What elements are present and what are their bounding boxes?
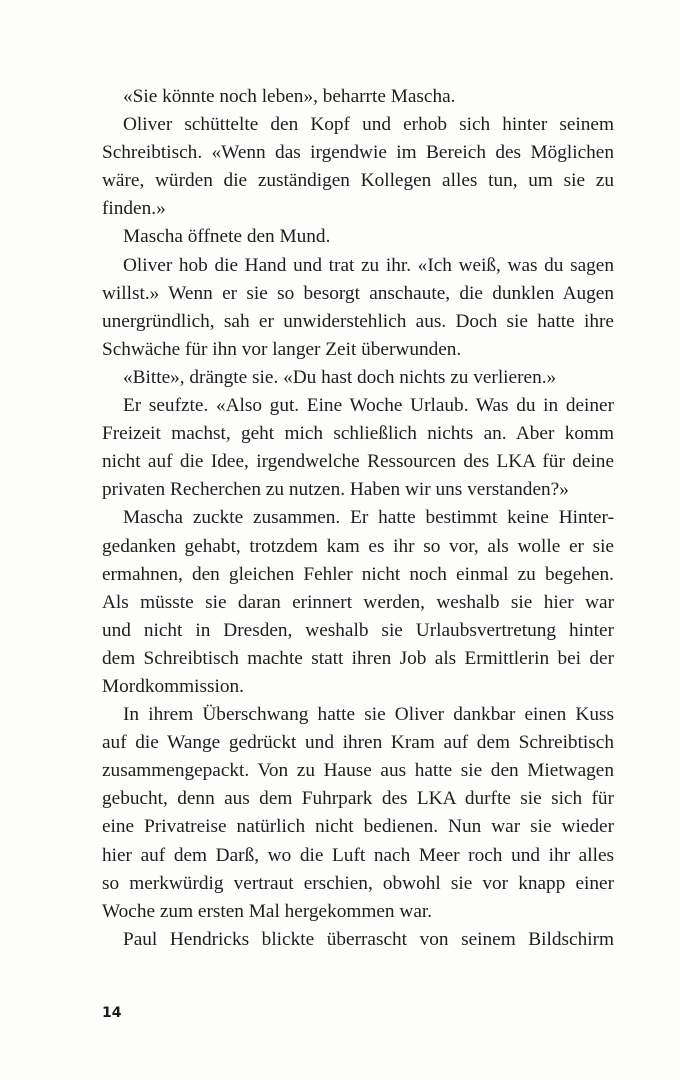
text-line: Mascha öffnete den Mund. — [123, 226, 331, 248]
text-line: Mordkommission. — [102, 675, 244, 697]
text-line: auf die Wange gedrückt und ihren Kram auf dem Schreibtisch — [102, 732, 614, 754]
text-line: wäre, würden die zuständigen Kollegen alles tun, um sie zu — [102, 170, 614, 192]
text-line: Freizeit machst, geht mich schließlich nichts an. Aber komm — [102, 423, 614, 445]
text-line: Paul Hendricks blickte überrascht von seinem Bildschirm — [123, 928, 614, 950]
text-line: gedanken gehabt, trotzdem kam es ihr so vor, als wolle er sie — [102, 535, 614, 557]
text-line: Als müsste sie daran erinnert werden, weshalb sie hier war — [102, 591, 614, 613]
text-line: finden.» — [102, 198, 166, 220]
text-line: Schwäche für ihn vor langer Zeit überwunden. — [102, 338, 462, 360]
text-line: Oliver schüttelte den Kopf und erhob sich hinter seinem — [123, 114, 614, 136]
text-line: «Sie könnte noch leben», beharrte Mascha. — [123, 86, 456, 107]
text-line: so merkwürdig vertraut erschien, obwohl sie vor knapp einer — [102, 872, 614, 894]
text-line: nicht auf die Idee, irgendwelche Ressourcen des LKA für deine — [102, 451, 614, 473]
text-line: eine Privatreise natürlich nicht bedienen. Nun war sie wieder — [102, 816, 614, 838]
text-line: Mascha zuckte zusammen. Er hatte bestimmt keine Hinter- — [123, 507, 614, 529]
text-line: In ihrem Überschwang hatte sie Oliver dankbar einen Kuss — [123, 704, 614, 726]
text-line: hier auf dem Darß, wo die Luft nach Meer roch und ihr alles — [102, 844, 614, 866]
text-line: Oliver hob die Hand und trat zu ihr. «Ich weiß, was du sagen — [123, 254, 614, 276]
text-line: willst.» Wenn er sie so besorgt anschaute, die dunklen Augen — [102, 282, 614, 304]
text-line: «Bitte», drängte sie. «Du hast doch nichts zu verlieren.» — [123, 366, 557, 388]
text-line: ermahnen, den gleichen Fehler nicht noch einmal zu begehen. — [102, 563, 614, 585]
text-line: gebucht, denn aus dem Fuhrpark des LKA durfte sie sich für — [102, 788, 614, 810]
text-line: Woche zum ersten Mal hergekommen war. — [102, 900, 433, 922]
text-line: Er seufzte. «Also gut. Eine Woche Urlaub. Was du in deiner — [123, 395, 614, 417]
text-line: privaten Recherchen zu nutzen. Haben wir uns verstanden?» — [102, 479, 569, 501]
text-line: unergründlich, sah er unwiderstehlich aus. Doch sie hatte ihre — [102, 310, 614, 332]
text-line: Schreibtisch. «Wenn das irgendwie im Bereich des Möglichen — [102, 142, 614, 164]
text-line: und nicht in Dresden, weshalb sie Urlaubsvertretung hinter — [102, 619, 614, 641]
page-number: 14 — [102, 1005, 122, 1021]
text-line: zusammengepackt. Von zu Hause aus hatte sie den Mietwagen — [102, 760, 614, 782]
text-line: dem Schreibtisch machte statt ihren Job als Ermittlerin bei der — [102, 647, 614, 669]
page-body-text — [102, 83, 614, 954]
